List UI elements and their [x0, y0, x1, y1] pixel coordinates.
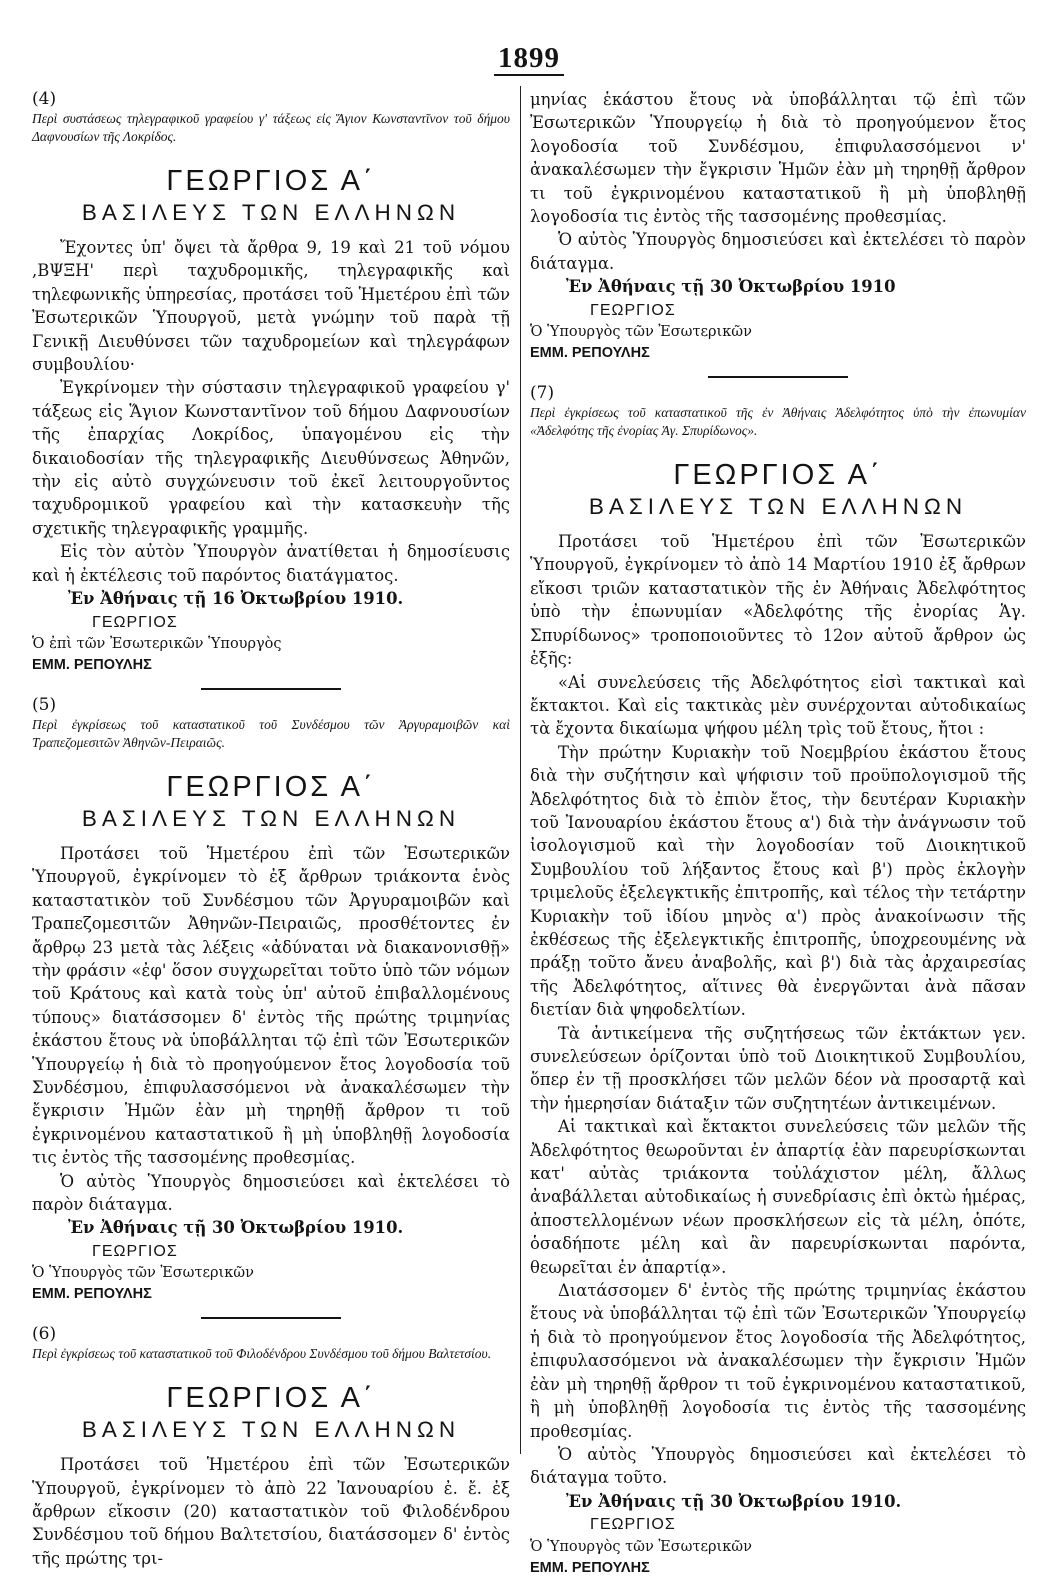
minister-name: ΕΜΜ. ΡΕΠΟΥΛΗΣ: [32, 656, 152, 673]
kingdom-title: ΒΑΣΙΛΕΥΣ ΤΩΝ ΕΛΛΗΝΩΝ: [81, 1417, 461, 1443]
decree-heading: Περὶ ἐγκρίσεως τοῦ καταστατικοῦ τοῦ Φιλοδένδρου Συνδέσμου τοῦ δήμου Βαλτετσίου.: [32, 1346, 492, 1362]
decree-date: Ἐν Ἀθήναις τῇ 16 Ὀκτωβρίου 1910.: [68, 589, 404, 609]
king-signature: ΓΕΩΡΓΙΟΣ: [92, 1242, 178, 1260]
decree-number: (6): [32, 1324, 57, 1345]
king-title: ΓΕΩΡΓΙΟΣ Α΄: [673, 459, 883, 492]
decree-date: Ἐν Ἀθήναις τῇ 30 Ὀκτωβρίου 1910: [566, 277, 896, 297]
page-number-text: 1899: [494, 42, 564, 76]
king-signature: ΓΕΩΡΓΙΟΣ: [92, 613, 178, 631]
paragraph: Προτάσει τοῦ Ἡμετέρου ἐπὶ τῶν Ἐσωτερικῶν Ὑπουργοῦ, ἐγκρίνομεν τὸ ἀπὸ 14 Μαρτίου 1910 ἐξ ἄρθρων εἴκοσι τριῶν καταστατικὸν τῆς ἐν Ἀθήναις Ἀδελφότητος ὑπὸ τὴν ἐπωνυμίαν «Ἀδελφότης τῆς ἐνορίας Ἁγ. Σπυρίδωνος» τροποποιοῦντες τὸ 12ον αὐτοῦ ἄρθρον ὡς ἑξῆς:: [530, 532, 1026, 669]
decree-number: (4): [32, 89, 57, 109]
paragraph: Τὴν πρώτην Κυριακὴν τοῦ Νοεμβρίου ἑκάστου ἔτους διὰ τὴν συζήτησιν καὶ ψήφισιν τοῦ προϋπολογισμοῦ τῆς Ἀδελφότητος διὰ τὸ ἐπιὸν ἔτος, τὴν δευτέραν Κυριακὴν τοῦ Ἰανουαρίου ἑκάστου ἔτους α') διὰ τὴν ἀνάγνωσιν τοῦ ἰσολογισμοῦ καὶ τὴν λογοδοσίαν τοῦ Διοικητικοῦ Συμβουλίου τοῦ λήξαντος ἔτους καὶ β') πρὸς ἐκλογὴν τριμελοῦς ἐξελεγκτικῆς ἐπιτροπῆς, καὶ τέλος τὴν τετάρτην Κυριακὴν τοῦ ἰδίου μηνὸς α') πρὸς ἀνακοίνωσιν τῆς ἐκθέσεως τῆς ἐξελεγκτικῆς ἐπιτροπῆς, ὑποχρεουμένης νὰ πράξῃ τοῦτο ἄνευ ἀναβολῆς, καὶ β') διὰ τὰς ἀρχαιρεσίας τῆς Ἀδελφότητος, αἵτινες θὰ ἐνεργῶνται ἀνὰ πᾶσαν διετίαν διὰ ψηφοδελτίων.: [530, 742, 1026, 1020]
decree-6-continued: [530, 88, 1026, 378]
left-column: [32, 88, 510, 1570]
paragraph: Προτάσει τοῦ Ἡμετέρου ἐπὶ τῶν Ἐσωτερικῶν Ὑπουργοῦ, ἐγκρίνομεν τὸ ἀπὸ 22 Ἰανουαρίου ἐ. ἔ. ἐξ ἄρθρων εἴκοσιν (20) καταστατικὸν τοῦ Φιλοδένδρου Συνδέσμου τοῦ δήμου Βαλτετσίου, διατάσσομεν δ' ἐντὸς τῆς πρώτης τρι-: [32, 1455, 510, 1568]
minister-title: Ὁ Ὑπουργὸς τῶν Ἐσωτερικῶν: [32, 1265, 254, 1282]
minister-title: Ὁ Ὑπουργὸς τῶν Ἐσωτερικῶν: [530, 1538, 752, 1555]
decree-7: [530, 382, 1026, 1578]
kingdom-title: ΒΑΣΙΛΕΥΣ ΤΩΝ ΕΛΛΗΝΩΝ: [81, 200, 461, 225]
paragraph: Ἔχοντες ὑπ' ὄψει τὰ ἄρθρα 9, 19 καὶ 21 τοῦ νόμου ,ΒΨΞΗ' περὶ ταχυδρομικῆς, τηλεγραφικῆς καὶ τηλεφωνικῆς ὑπηρεσίας, προτάσει τοῦ Ἡμετέρου ἐπὶ τῶν Ἐσωτερικῶν Ὑπουργοῦ, μετὰ γνώμην τοῦ παρὰ τῇ Γενικῇ Διευθύνσει τῶν ταχυδρομείων καὶ τηλεγράφων συμβουλίου·: [32, 238, 510, 375]
minister-name: ΕΜΜ. ΡΕΠΟΥΛΗΣ: [32, 1286, 152, 1303]
decree-date: Ἐν Ἀθήναις τῇ 30 Ὀκτωβρίου 1910.: [68, 1218, 404, 1238]
king-signature: ΓΕΩΡΓΙΟΣ: [590, 1516, 676, 1534]
paragraph: Αἱ τακτικαὶ καὶ ἔκτακτοι συνελεύσεις τῶν μελῶν τῆς Ἀδελφότητος θεωροῦνται ἐν ἀπαρτίᾳ ἐὰν παρευρίσκωνται κατ' αὐτὰς τριάκοντα τοὐλάχιστον μέλη, ἄλλως ἀναβάλλεται αὐτοδικαίως ἡ συνεδρίασις ἐπὶ ὀκτὼ ἡμέρας, ἀποστελλομένων νέων προσκλήσεων εἰς τὰ μέλη, ὁπότε, ὁσαδήποτε μέλη καὶ ἂν παρευρίσκωνται παρόντα, θεωρεῖται ἐν ἀπαρτίᾳ».: [530, 1117, 1026, 1277]
decree-heading: Περὶ ἐγκρίσεως τοῦ καταστατικοῦ τῆς ἐν Ἀθήναις Ἀδελφότητος ὑπὸ τὴν ἐπωνυμίαν «Ἀδελφότης τῆς ἐνορίας Ἁγ. Σπυρίδωνος».: [530, 405, 1026, 439]
kingdom-title: ΒΑΣΙΛΕΥΣ ΤΩΝ ΕΛΛΗΝΩΝ: [588, 494, 968, 520]
minister-name: ΕΜΜ. ΡΕΠΟΥΛΗΣ: [530, 1559, 650, 1576]
paragraph: Εἰς τὸν αὐτὸν Ὑπουργὸν ἀνατίθεται ἡ δημοσίευσις καὶ ἡ ἐκτέλεσις τοῦ παρόντος διατάγματος.: [32, 542, 510, 585]
decree-4: [32, 88, 510, 690]
paragraph: Διατάσσομεν δ' ἐντὸς τῆς πρώτης τριμηνίας ἑκάστου ἔτους νὰ ὑποβάλληται τῷ ἐπὶ τῶν Ἐσωτερικῶν Ὑπουργείῳ ἡ διὰ τὸ προηγούμενον ἔτος λογοδοσία τῆς Ἀδελφότητος, ἐπιφυλασσόμενοι νὰ ἀνακαλέσωμεν τὴν ἔγκρισιν Ἡμῶν ἐὰν μὴ τηρηθῇ ἄρθρον τι τοῦ ἐγκρινομένου καταστατικοῦ, ἢ μὴ ὑποβληθῇ λογοδοσία τις ἐντὸς τῆς τασσομένης προθεσμίας.: [530, 1281, 1026, 1441]
decree-6: [32, 1323, 510, 1570]
decree-number: (7): [530, 383, 555, 404]
minister-name: ΕΜΜ. ΡΕΠΟΥΛΗΣ: [530, 345, 650, 362]
paragraph: Ὁ αὐτὸς Ὑπουργὸς δημοσιεύσει καὶ ἐκτελέσει τὸ παρὸν διάταγμα.: [530, 230, 1026, 273]
decree-heading: Περὶ συστάσεως τηλεγραφικοῦ γραφείου γ' τάξεως εἰς Ἅγιον Κωνσταντῖνον τοῦ δήμου Δαφνουσίων τῆς Λοκρίδος.: [32, 111, 510, 144]
paragraph: Ὁ αὐτὸς Ὑπουργὸς δημοσιεύσει καὶ ἐκτελέσει τὸ διάταγμα τοῦτο.: [530, 1444, 1026, 1488]
decree-heading: Περὶ ἐγκρίσεως τοῦ καταστατικοῦ τοῦ Συνδέσμου τῶν Ἀργυραμοιβῶν καὶ Τραπεζομεσιτῶν Ἀθηνῶν-Πειραιῶς.: [32, 716, 510, 750]
decree-number: (5): [32, 694, 57, 715]
paragraph: Τὰ ἀντικείμενα τῆς συζητήσεως τῶν ἐκτάκτων γεν. συνελεύσεων ὁρίζονται ὑπὸ τοῦ Διοικητικοῦ Συμβουλίου, ὅπερ ἐν τῇ προσκλήσει τῶν μελῶν δέον νὰ προσαρτᾷ καὶ τὴν ἡμερησίαν διάταξιν τῶν συζητητέων ἀντικειμένων.: [530, 1023, 1026, 1113]
page-number: [0, 42, 1058, 75]
paragraph: «Αἱ συνελεύσεις τῆς Ἀδελφότητος εἰσὶ τακτικαὶ καὶ ἔκτακτοι. Καὶ εἰς τακτικὰς μὲν συνέρχονται αὐτοδικαίως τὰ ἔχοντα δικαίωμα ψήφου μέλη τρὶς τοῦ ἔτους, ἤτοι :: [530, 672, 1026, 739]
paragraph: μηνίας ἑκάστου ἔτους νὰ ὑποβάλληται τῷ ἐπὶ τῶν Ἐσωτερικῶν Ὑπουργείῳ ἡ διὰ τὸ προηγούμενον ἔτος λογοδοσία τοῦ Συνδέσμου, ἐπιφυλασσόμενοι ν' ἀνακαλέσωμεν τὴν ἔγκρισιν Ἡμῶν ἐὰν μὴ τηρηθῇ ἄρθρον τι τοῦ ἐγκρινομένου καταστατικοῦ ἢ μὴ ὑποβληθῇ λογοδοσία τις ἐντὸς τῆς τασσομένης προθεσμίας.: [530, 90, 1026, 227]
kingdom-title: ΒΑΣΙΛΕΥΣ ΤΩΝ ΕΛΛΗΝΩΝ: [81, 805, 461, 831]
column-divider: [520, 86, 521, 1454]
minister-title: Ὁ Ὑπουργὸς τῶν Ἐσωτερικῶν: [530, 324, 752, 341]
right-column: [530, 88, 1026, 1579]
king-title: ΓΕΩΡΓΙΟΣ Α΄: [166, 770, 376, 803]
decree-5: [32, 694, 510, 1319]
paragraph: Ἐγκρίνομεν τὴν σύστασιν τηλεγραφικοῦ γραφείου γ' τάξεως εἰς Ἅγιον Κωνσταντῖνον τοῦ δήμου Δαφνουσίων τῆς ἐπαρχίας Λοκρίδος, ὑπαγομένου εἰς τὴν δικαιοδοσίαν τῆς τηλεγραφικῆς Διευθύνσεως Ἀθηνῶν, τὴν εἰς αὐτὸ συγχώνευσιν τοῦ ἐκεῖ λειτουργοῦντος ταχυδρομικοῦ γραφείου καὶ τὴν κατασκευὴν τῆς σχετικῆς τηλεγραφικῆς γραμμῆς.: [32, 378, 510, 538]
king-title: ΓΕΩΡΓΙΟΣ Α΄: [166, 1382, 376, 1415]
section-divider: [708, 376, 848, 378]
section-divider: [201, 688, 341, 690]
decree-date: Ἐν Ἀθήναις τῇ 30 Ὀκτωβρίου 1910.: [566, 1491, 902, 1511]
king-title: ΓΕΩΡΓΙΟΣ Α΄: [166, 165, 376, 197]
paragraph: Ὁ αὐτὸς Ὑπουργὸς δημοσιεύσει καὶ ἐκτελέσει τὸ παρὸν διάταγμα.: [32, 1171, 510, 1214]
paragraph: Προτάσει τοῦ Ἡμετέρου ἐπὶ τῶν Ἐσωτερικῶν Ὑπουργοῦ, ἐγκρίνομεν τὸ ἐξ ἄρθρων τριάκοντα ἑνὸς καταστατικὸν τοῦ Συνδέσμου τῶν Ἀργυραμοιβῶν καὶ Τραπεζομεσιτῶν Ἀθηνῶν-Πειραιῶς, προσθέτοντες ἐν ἄρθρῳ 23 μετὰ τὰς λέξεις «ἀδύναται νὰ διακανονισθῇ» τὴν φράσιν «ἐφ' ὅσον συγχωρεῖται τοῦτο ὑπὸ τῶν νόμων τοῦ Κράτους καὶ κατὰ τοὺς ὑπ' αὐτοῦ ἐπιβαλλομένους τύπους» διατάσσομεν δ' ἐντὸς τῆς πρώτης τριμηνίας ἑκάστου ἔτους νὰ ὑποβάλληται τῷ ἐπὶ τῶν Ἐσωτερικῶν Ὑπουργείῳ ἡ διὰ τὸ προηγούμενον ἔτος λογοδοσία τοῦ Συνδέσμου, ἐπιφυλασσόμενοι νὰ ἀνακαλέσωμεν τὴν ἔγκρισιν Ἡμῶν ἐὰν μὴ τηρηθῇ ἄρθρον τι τοῦ ἐγκρινομένου καταστατικοῦ ἢ μὴ ὑποβληθῇ λογοδοσία τις ἐντὸς τῆς τασσομένης προθεσμίας.: [32, 843, 510, 1168]
section-divider: [201, 1317, 341, 1319]
minister-title: Ὁ ἐπὶ τῶν Ἐσωτερικῶν Ὑπουργὸς: [32, 635, 282, 652]
king-signature: ΓΕΩΡΓΙΟΣ: [590, 301, 676, 319]
